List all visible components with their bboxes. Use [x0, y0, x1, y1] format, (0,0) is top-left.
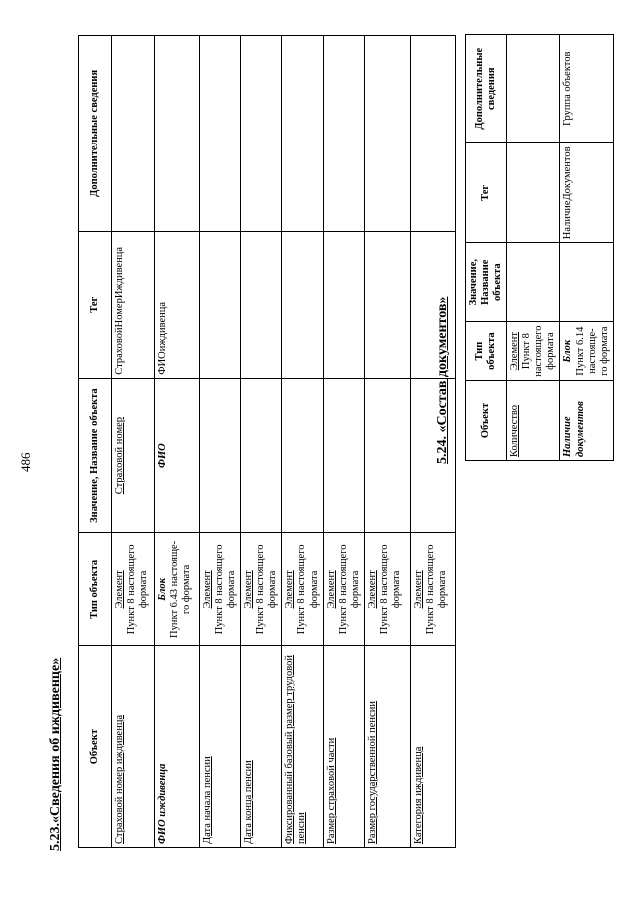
- table-row: [364, 36, 410, 848]
- additional-info-cell: [410, 36, 455, 232]
- value-name-cell: ФИО: [155, 378, 200, 533]
- additional-info-cell: [112, 36, 155, 232]
- table-row: [507, 35, 560, 461]
- object-kind: Блок: [562, 339, 574, 363]
- table-row: [323, 36, 364, 848]
- object-type-cell: [364, 533, 410, 646]
- table-row: [560, 35, 613, 461]
- object-cell: Наличие документов: [560, 381, 613, 461]
- object-cell: Размер государственной пенсии: [364, 646, 410, 848]
- object-type-cell: [200, 533, 241, 646]
- tag-cell: [507, 143, 560, 243]
- format-reference: Пункт 8 настоящего формата: [337, 544, 361, 635]
- object-kind: Элемент: [114, 570, 125, 609]
- format-reference: Пункт 8 настоящего формата: [126, 544, 150, 635]
- additional-info-cell: [155, 36, 200, 232]
- value-name-cell: Страховой номер: [112, 378, 155, 533]
- page-number: 486: [18, 452, 33, 472]
- format-reference: Пункт 8 настоящего формата: [214, 544, 238, 635]
- header-object-type: Тип объекта: [79, 533, 112, 646]
- documents-table: [465, 34, 614, 461]
- object-kind: Элемент: [366, 570, 378, 609]
- object-kind: Элемент: [412, 570, 424, 609]
- object-type-cell: [112, 533, 155, 646]
- object-type-cell: [410, 533, 455, 646]
- additional-info-cell: [507, 35, 560, 143]
- object-kind: Элемент: [284, 570, 296, 609]
- object-cell: Дата конца пенсии: [241, 646, 282, 848]
- format-reference: Пункт 8 настоящего формата: [296, 544, 320, 635]
- object-kind: Элемент: [202, 570, 213, 609]
- value-name-cell: [507, 243, 560, 322]
- additional-info-cell: [241, 36, 282, 232]
- additional-info-cell: [364, 36, 410, 232]
- object-type-cell: [507, 322, 560, 381]
- format-reference: Пункт 8 настоящего формата: [521, 325, 557, 377]
- header-value-name: Значение, Название объекта: [79, 378, 112, 533]
- value-name-cell: [241, 378, 282, 533]
- object-cell: Размер страховой части: [323, 646, 364, 848]
- table-row: [241, 36, 282, 848]
- header-object: Объект: [466, 381, 507, 461]
- section-title-dependent-info: 5.23.«Сведения об иждивенце»: [48, 657, 63, 851]
- object-type-cell: [282, 533, 323, 646]
- object-type-cell: [241, 533, 282, 646]
- value-name-cell: [200, 378, 241, 533]
- object-kind: Элемент: [325, 570, 337, 609]
- object-cell: Категория иждивенца: [410, 646, 455, 848]
- table-header-row: [466, 35, 507, 461]
- object-cell: ФИО иждивенца: [155, 646, 200, 848]
- object-kind: Блок: [157, 578, 168, 601]
- object-cell: Страховой номер иждивенца: [112, 646, 155, 848]
- table-row: [282, 36, 323, 848]
- object-cell: Фиксированный базовый размер трудовой пенсии: [282, 646, 323, 848]
- header-additional-info: Дополнительные сведения: [466, 35, 507, 143]
- format-reference: Пункт 8 настоящего формата: [378, 544, 402, 635]
- tag-cell: [241, 231, 282, 378]
- header-tag: Тег: [466, 143, 507, 243]
- tag-cell: СтраховойНомерИждивенца: [112, 231, 155, 378]
- tag-cell: [364, 231, 410, 378]
- header-object-type: Тип объекта: [466, 322, 507, 381]
- object-kind: Элемент: [243, 570, 255, 609]
- additional-info-cell: [282, 36, 323, 232]
- table-header-row: [79, 36, 112, 848]
- table-row: [112, 36, 155, 848]
- header-object: Объект: [79, 646, 112, 848]
- object-cell: Дата начала пенсии: [200, 646, 241, 848]
- object-type-cell: [560, 322, 613, 381]
- format-reference: Пункт 8 настоящего формата: [424, 544, 448, 635]
- object-type-cell: [323, 533, 364, 646]
- additional-info-cell: [323, 36, 364, 232]
- tag-cell: НаличиеДокументов: [560, 143, 613, 243]
- additional-info-cell: Группа объектов: [560, 35, 613, 143]
- table-row: [155, 36, 200, 848]
- format-reference: Пункт 8 настоящего формата: [255, 544, 279, 635]
- header-value-name: Значение, Название объекта: [466, 243, 507, 322]
- format-reference: Пункт 6.43 настояще-го формата: [169, 540, 193, 638]
- section-title-documents: 5.24. «Состав документов»: [435, 296, 450, 464]
- object-cell: Количество: [507, 381, 560, 461]
- value-name-cell: [323, 378, 364, 533]
- header-tag: Тег: [79, 231, 112, 378]
- object-type-cell: [155, 533, 200, 646]
- tag-cell: ФИОиждивенца: [155, 231, 200, 378]
- value-name-cell: [282, 378, 323, 533]
- tag-cell: [323, 231, 364, 378]
- tag-cell: [200, 231, 241, 378]
- header-additional-info: Дополнительные сведения: [79, 36, 112, 232]
- object-kind: Элемент: [509, 332, 521, 371]
- value-name-cell: [560, 243, 613, 322]
- format-reference: Пункт 6.14 настояще-го формата: [574, 326, 610, 376]
- dependent-info-table: [78, 35, 456, 848]
- value-name-cell: [364, 378, 410, 533]
- tag-cell: [282, 231, 323, 378]
- additional-info-cell: [200, 36, 241, 232]
- table-row: [200, 36, 241, 848]
